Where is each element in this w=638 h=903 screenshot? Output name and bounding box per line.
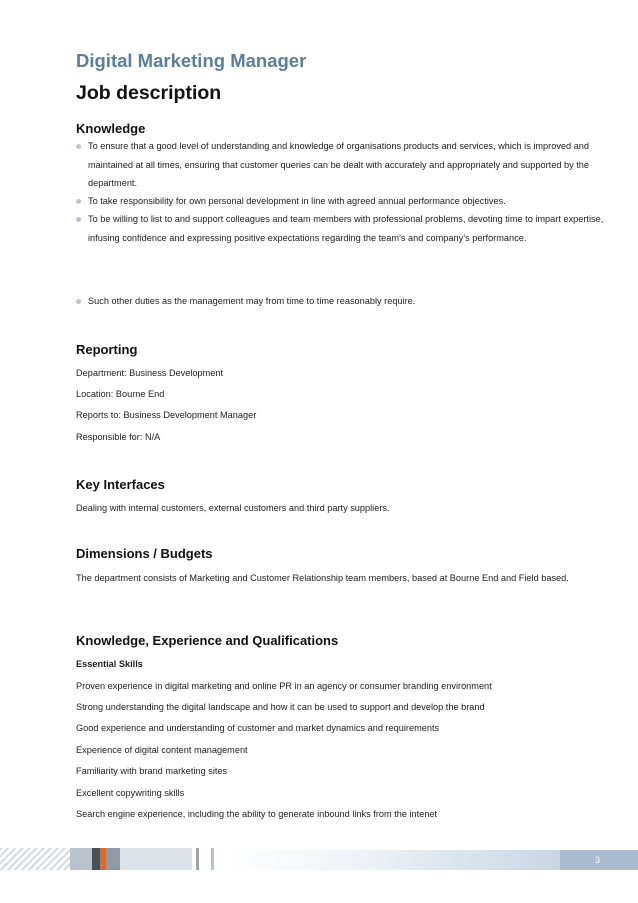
essential-skills-subheading: Essential Skills [76, 659, 143, 669]
skill-item: Strong understanding the digital landscape and how it can be used to support and develop the brand [76, 702, 485, 712]
knowledge-bullet [76, 137, 604, 193]
qualifications-heading: Knowledge, Experience and Qualifications [76, 633, 339, 648]
knowledge-bullet-text: To take responsibility for own personal development in line with agreed annual performance objectives. [88, 196, 506, 206]
reporting-location: Location: Bourne End [76, 389, 165, 399]
footer-block [106, 848, 120, 870]
footer-gradient [230, 850, 560, 870]
bullet-icon [76, 144, 81, 149]
page-footer [0, 848, 638, 870]
footer-block [211, 848, 214, 870]
footer-stripe-pattern [0, 848, 70, 870]
skill-item: Experience of digital content management [76, 745, 248, 755]
knowledge-bullet [76, 292, 604, 311]
skill-item: Proven experience in digital marketing and online PR in an agency or consumer branding environment [76, 681, 492, 691]
document-subtitle: Job description [76, 82, 222, 104]
reporting-heading: Reporting [76, 342, 138, 357]
reporting-reports-to: Reports to: Business Development Manager [76, 410, 257, 420]
knowledge-heading: Knowledge [76, 121, 146, 136]
dimensions-heading: Dimensions / Budgets [76, 546, 213, 561]
footer-block [70, 848, 92, 870]
knowledge-bullet-text: Such other duties as the management may from time to time reasonably require. [88, 296, 416, 306]
skill-item: Good experience and understanding of customer and market dynamics and requirements [76, 723, 440, 733]
skill-item: Search engine experience, including the ability to generate inbound links from the intenet [76, 809, 438, 819]
skill-item: Excellent copywriting skills [76, 788, 185, 798]
knowledge-bullet-text: To be willing to list to and support colleagues and team members with professional problems, devoting time to impart expertise, infusing confidence and expressing positive expectations regarding the team’s and company’s performance. [88, 214, 604, 243]
footer-block [196, 848, 199, 870]
page-number: 3 [594, 855, 600, 865]
footer-block [92, 848, 100, 870]
page-number-box [560, 850, 638, 870]
knowledge-bullet-text: To ensure that a good level of understanding and knowledge of organisations products and services, which is improved and maintained at all times, ensuring that customer queries can be dealt with accurately and appropriately and supported by the department. [88, 141, 590, 188]
footer-block [120, 848, 192, 870]
reporting-responsible-for: Responsible for: N/A [76, 432, 161, 442]
key-interfaces-heading: Key Interfaces [76, 477, 165, 492]
key-interfaces-text: Dealing with internal customers, external customers and third party suppliers. [76, 503, 390, 513]
document-title: Digital Marketing Manager [76, 50, 307, 71]
knowledge-bullet [76, 210, 604, 247]
knowledge-bullet [76, 192, 604, 211]
bullet-icon [76, 299, 81, 304]
skill-item: Familiarity with brand marketing sites [76, 766, 228, 776]
bullet-icon [76, 199, 81, 204]
dimensions-text: The department consists of Marketing and Customer Relationship team members, based at Bourne End and Field based. [76, 573, 569, 583]
reporting-department: Department: Business Development [76, 368, 224, 378]
bullet-icon [76, 217, 81, 222]
